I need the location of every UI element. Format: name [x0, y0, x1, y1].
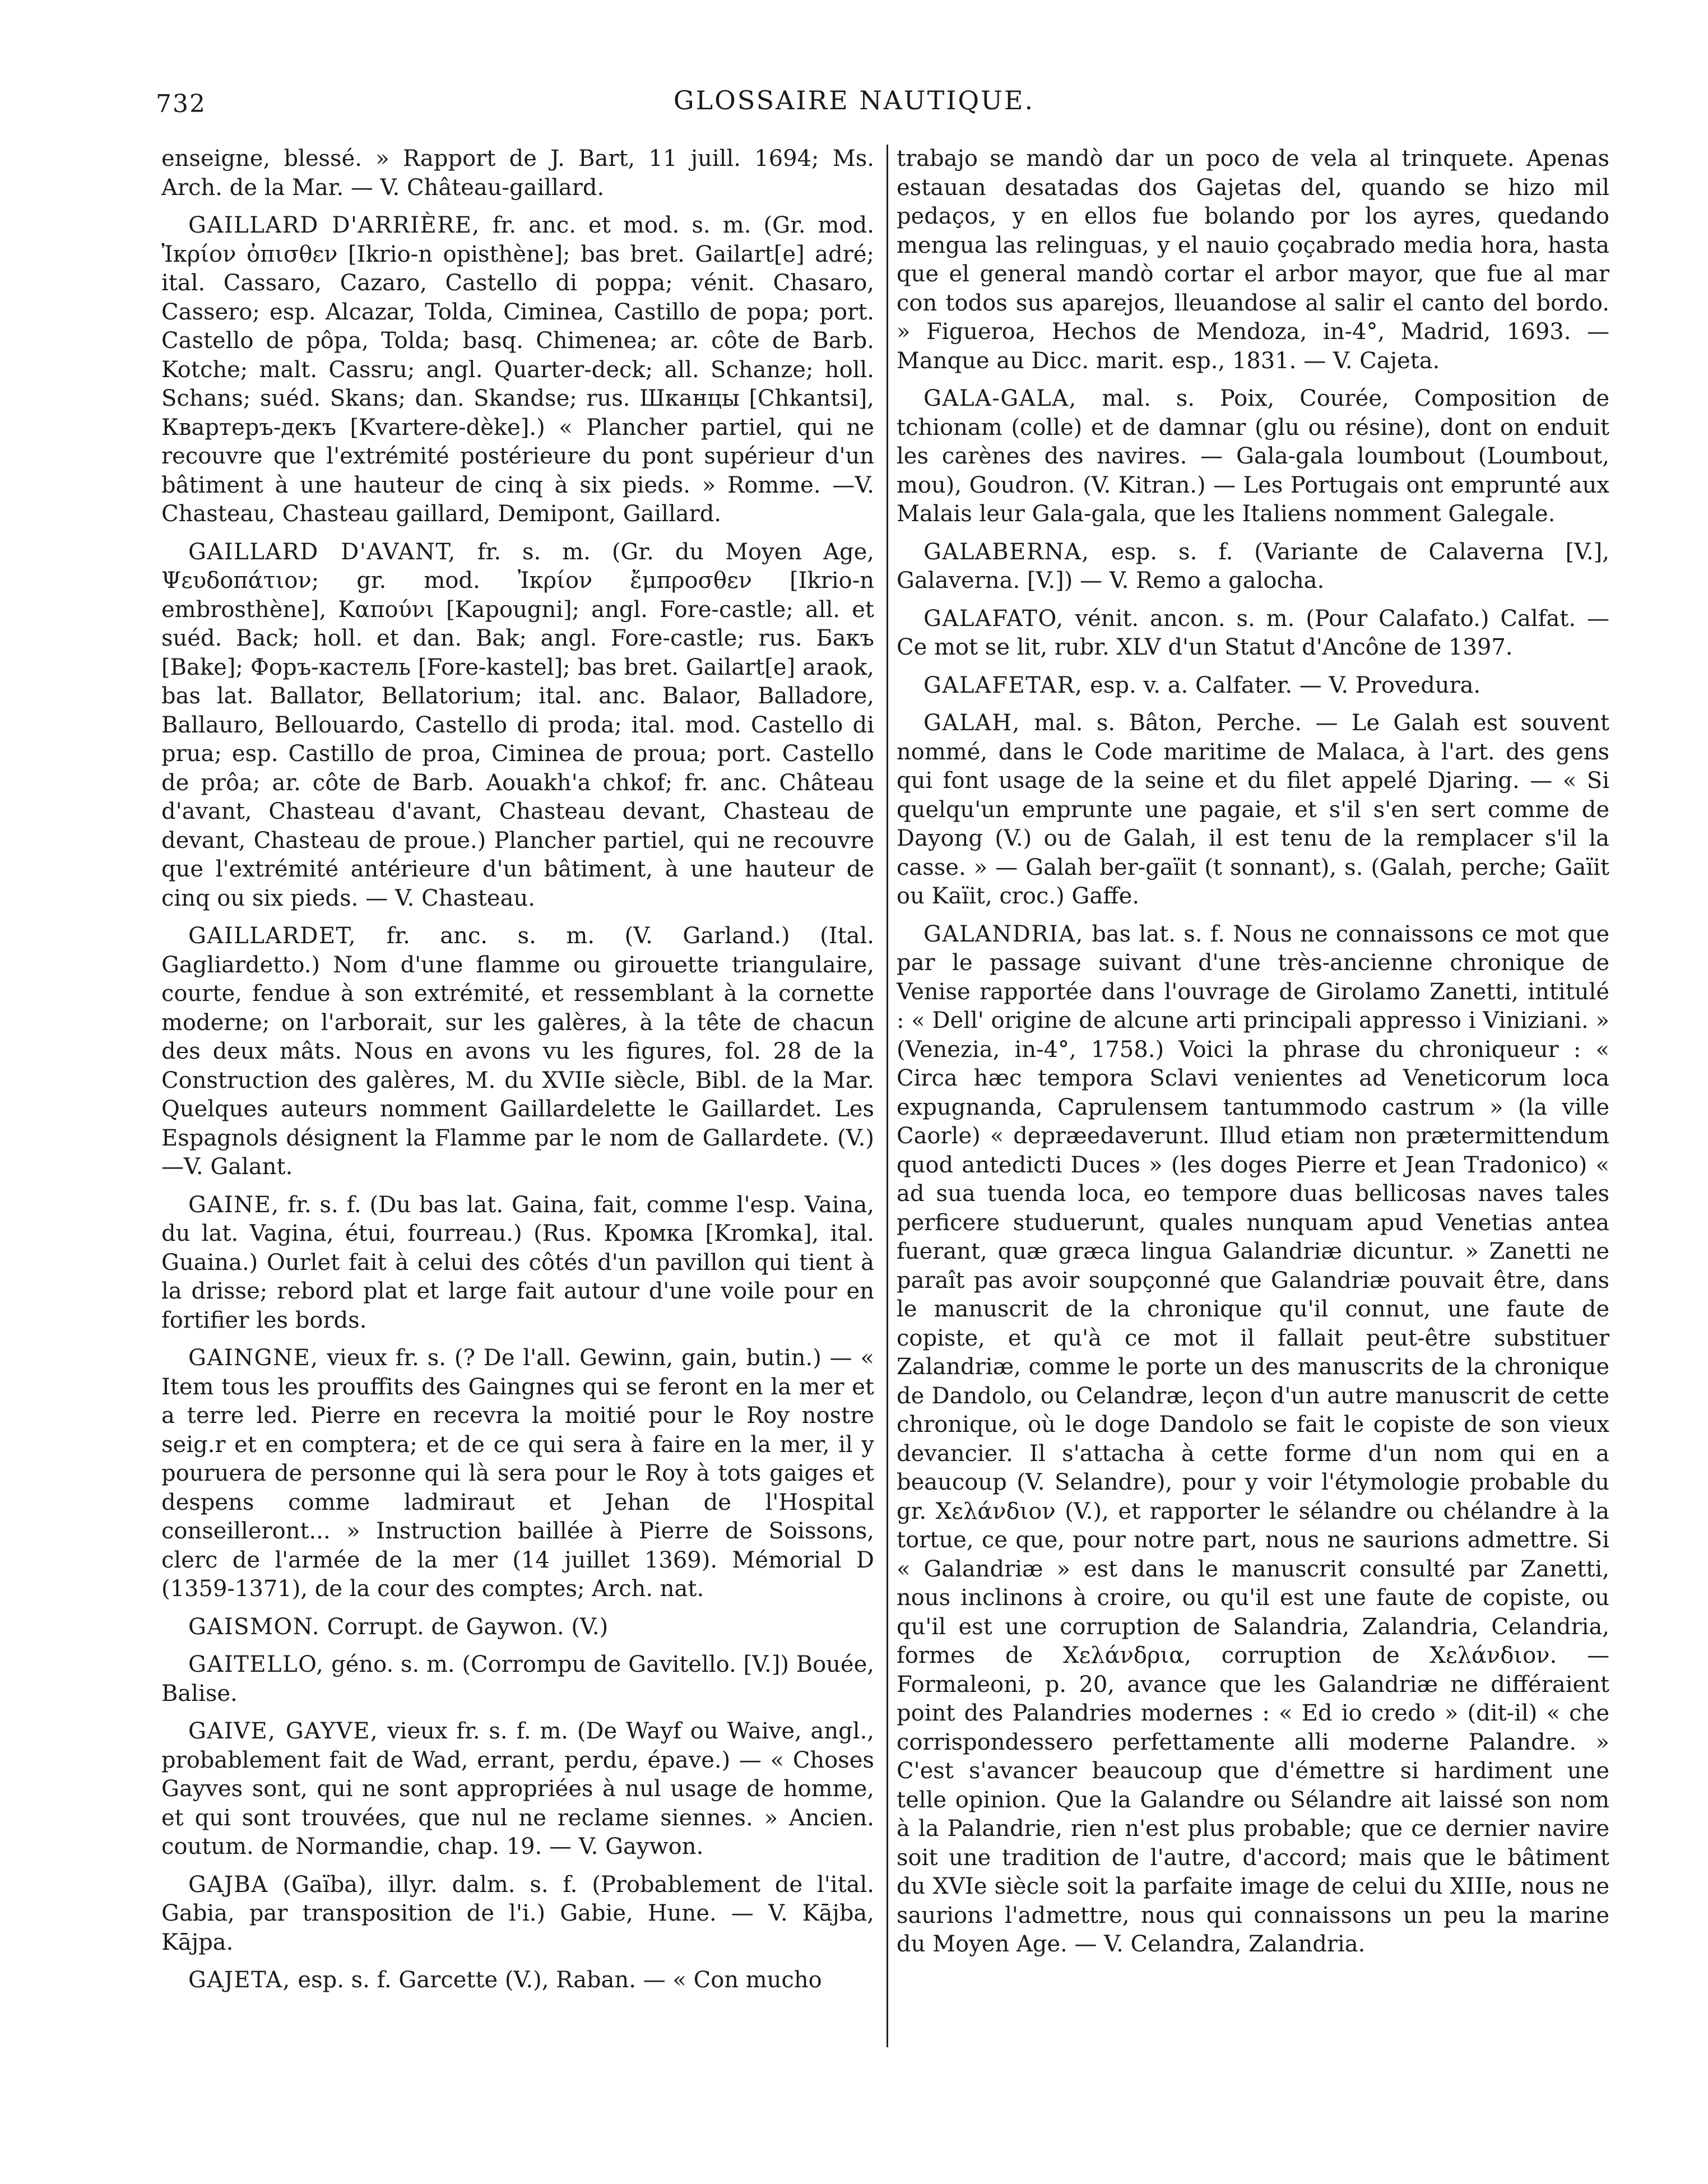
entry-headword: GAINGNE,: [188, 1345, 319, 1371]
entry-headword: GAINE,: [188, 1191, 280, 1218]
entry-headword: GAITELLO,: [188, 1652, 324, 1677]
glossary-entry: [161, 1613, 874, 1642]
glossary-entry: [161, 145, 874, 202]
entry-headword: GAJBA: [188, 1871, 268, 1898]
glossary-entry: [161, 1966, 874, 1995]
entry-headword: GAIVE, GAYVE,: [188, 1718, 379, 1744]
entry-text: trabajo se mandò dar un poco de vela al trinquete. Apenas estauan desatadas dos Gajetas del, quando se hizo mil pedaços, y en ellos fue bolando por los ayres, quedando mengua las relinguas, y el nauio çoçabrado media hora, hasta que el general mandò cortar el arbor mayor, que fue al mar con todos sus aparejos, lleuandose al salir el canto del bordo. » Figueroa, Hechos de Mendoza, in-4°, Madrid, 1693. — Manque au Dicc. marit. esp., 1831. — V. Cajeta.: [897, 146, 1609, 374]
entry-text: fr. anc. s. m. (V. Garland.) (Ital. Gagliardetto.) Nom d'une flamme ou girouette triangulaire, courte, fendue à son extrémité, et ressemblant à la cornette moderne; on l'arborait, sur les galères, à la tête de chacun des deux mâts. Nous en avons vu les figures, fol. 28 de la Construction des galères, M. du XVIIe siècle, Bibl. de la Mar. Quelques auteurs nomment Gaillardelette le Gaillardet. Les Espagnols désignent la Flamme par le nom de Gallardete. (V.) —V. Galant.: [161, 923, 875, 1180]
entry-text: mal. s. Poix, Courée, Composition de tchionam (colle) et de damnar (glu ou résine), dont on enduit les carènes des navires. — Gala-gala loumbout (Loumbout, mou), Goudron. (V. Kitran.) — Les Portugais ont emprunté aux Malais leur Gala-gala, que les Italiens nomment Galegale.: [897, 386, 1609, 527]
glossary-entry: [897, 671, 1609, 701]
glossary-entry: [161, 1191, 874, 1336]
glossary-entry: [897, 538, 1609, 596]
glossary-entry: [897, 605, 1609, 662]
entry-text: esp. s. f. Garcette (V.), Raban. — « Con mucho: [298, 1967, 822, 1993]
entry-headword: GAILLARDET,: [188, 923, 357, 949]
glossary-entry: [161, 1871, 874, 1958]
entry-text: vieux fr. s. f. m. (De Wayf ou Waive, angl., probablement fait de Wad, errant, perdu, épave.) — « Choses Gayves sont, qui ne sont appropriées à nul usage de homme, et qui sont trouvées, que nul ne reclame siennes. » Ancien. coutum. de Normandie, chap. 19. — V. Gaywon.: [161, 1718, 874, 1860]
entry-text: vénit. ancon. s. m. (Pour Calafato.) Calfat. — Ce mot se lit, rubr. XLV d'un Statut d'Ancône de 1397.: [897, 605, 1609, 660]
entry-text: mal. s. Bâton, Perche. — Le Galah est souvent nommé, dans le Code maritime de Malaca, à l'art. des gens qui font usage de la seine et du filet appelé Djaring. — « Si quelqu'un emprunte une pagaie, et s'il s'en sert comme de Dayong (V.) ou de Galah, il est tenu de la remplacer s'il la casse. » — Galah ber-gaïit (t sonnant), s. (Galah, perche; Gaïit ou Kaïit, croc.) Gaffe.: [897, 710, 1609, 909]
glossary-entry: [897, 145, 1609, 375]
entry-text: fr. s. f. (Du bas lat. Gaina, fait, comme l'esp. Vaina, du lat. Vagina, étui, fourreau.) (Rus. Кромка [Kromka], ital. Guaina.) Ourlet fait à celui des côtés d'un pavillon qui tient à la drisse; rebord plat et large fait autour d'une voile pour en fortifier les bords.: [161, 1191, 875, 1333]
glossary-entry: [161, 1717, 874, 1862]
entry-headword: GALANDRIA,: [923, 921, 1084, 947]
entry-headword: GAILLARD D'AVANT,: [188, 539, 456, 565]
entry-text: esp. v. a. Calfater. — V. Provedura.: [1090, 672, 1481, 698]
entry-text: fr. s. m. (Gr. du Moyen Age, Ψευδοπάτιον; gr. mod. Ἰκρίον ἔμπροσθεν [Ikrio-n embrosthène], Καπούνι [Kapougni]; angl. Fore-castle; all. et suéd. Back; holl. et dan. Bak; angl. Fore-castle; rus. Бакъ [Bake]; Форъ-кастель [Fore-kastel]; bas bret. Gailart[e] araok, bas lat. Ballator, Bellatorium; ital. anc. Balaor, Balladore, Ballauro, Bellouardo, Castello di proda; ital. mod. Castello di prua; esp. Castillo de proa, Ciminea de proua; port. Castello de prôa; ar. côte de Barb. Aouakh'a chkof; fr. anc. Château d'avant, Chasteau d'avant, Chasteau devant, Chasteau de devant, Chasteau de proue.) Plancher partiel, qui ne recouvre que l'extrémité antérieure d'un bâtiment, à une hauteur de cinq ou six pieds. — V. Chasteau.: [161, 539, 875, 911]
entry-headword: GAISMON.: [188, 1613, 320, 1640]
glossary-entry: [897, 709, 1609, 911]
glossary-entry: [161, 922, 874, 1182]
entry-headword: GALA-GALA,: [923, 386, 1077, 411]
entry-text: Corrupt. de Gaywon. (V.): [327, 1613, 609, 1640]
entry-headword: GALAH,: [923, 710, 1020, 736]
entry-text: vieux fr. s. (? De l'all. Gewinn, gain, butin.) — « Item tous les prouffits des Gaingnes qui se feront en la mer et a terre led. Pierre en recevra la moitié pour le Roy nostre seig.r et en comptera; et de ce qui sera à faire en la mer, il y pouruera de personne qui là sera pour le Roy à tots gaiges et despens comme ladmiraut et Jehan de l'Hospital conseilleront... » Instruction baillée à Pierre de Soissons, clerc de l'armée de la mer (14 juillet 1369). Mémorial D (1359-1371), de la cour des comptes; Arch. nat.: [161, 1345, 875, 1602]
entry-text: fr. anc. et mod. s. m. (Gr. mod. Ἰκρίον ὀπισθεν [Ikrio-n opisthène]; bas bret. Gailart[e] adré; ital. Cassaro, Cazaro, Castello di poppa; vénit. Chasaro, Cassero; esp. Alcazar, Tolda, Ciminea, Castillo de popa; port. Castello de pôpa, Tolda; basq. Chimenea; ar. côte de Barb. Kotche; malt. Cassru; angl. Quarter-deck; all. Schanze; holl. Schans; suéd. Skans; dan. Skandse; rus. Шканцы [Chkantsi], Квартеръ-декъ [Kvartere-dèke].) « Plancher partiel, qui ne recouvre que l'extrémité postérieure du pont supérieur d'un bâtiment à une hauteur de cinq à six pieds. » Romme. —V. Chasteau, Chasteau gaillard, Demipont, Gaillard.: [161, 212, 874, 527]
entry-headword: GAJETA,: [188, 1967, 291, 1993]
right-column: [897, 145, 1609, 1968]
left-column: [161, 145, 874, 2004]
entry-text: esp. s. f. (Variante de Calaverna [V.], Galaverna. [V.]) — V. Remo a galocha.: [897, 539, 1609, 593]
entry-text: enseigne, blessé. » Rapport de J. Bart, 11 juill. 1694; Ms. Arch. de la Mar. — V. Château-gaillard.: [161, 146, 874, 201]
glossary-entry: [897, 920, 1609, 1959]
glossary-entry: [161, 1650, 874, 1708]
glossary-entry: [161, 211, 874, 529]
entry-headword: GAILLARD D'ARRIÈRE,: [188, 212, 480, 238]
entry-text: (Gaïba), illyr. dalm. s. f. (Probablement de l'ital. Gabia, par transposition de l'i.) Gabie, Hune. — V. Kājba, Kājpa.: [161, 1871, 874, 1955]
entry-text: géno. s. m. (Corrompu de Gavitello. [V.]) Bouée, Balise.: [161, 1652, 874, 1707]
entry-headword: GALAFETAR,: [923, 672, 1083, 698]
glossary-entry: [161, 538, 874, 914]
entry-headword: GALABERNA,: [923, 539, 1090, 565]
column-divider: [887, 145, 888, 2047]
page-number: 732: [156, 90, 206, 118]
glossary-entry: [897, 384, 1609, 529]
entry-headword: GALAFATO,: [923, 605, 1064, 632]
entry-text: bas lat. s. f. Nous ne connaissons ce mot que par le passage suivant d'une très-ancienne chronique de Venise rapportée dans l'ouvrage de Girolamo Zanetti, intitulé : « Dell' origine de alcune arti principali appresso i Viniziani. » (Venezia, in-4°, 1758.) Voici la phrase du chroniqueur : « Circa hæc tempora Sclavi venientes ad Veneticorum loca expugnanda, Caprulensem tantummodo castrum » (la ville Caorle) « depræedaverunt. Illud etiam non prætermittendum quod antedicti Duces » (les doges Pierre et Jean Tradonico) « ad sua tuenda loca, eo tempore duas bellicosas naves tales perficere studuerunt, quales nunquam apud Venetias antea fuerant, quæ græca lingua Galandriæ dicuntur. » Zanetti ne paraît pas avoir soupçonné que Galandriæ pouvait être, dans le manuscrit de la chronique qu'il connut, une faute de copiste, et qu'à ce mot il fallait peut-être substituer Zalandriæ, comme le porte un des manuscrits de la chronique de Dandolo, ou Celandræ, leçon d'un autre manuscrit de cette chronique, où le doge Dandolo se fait le copiste de son vieux devancier. Il s'attacha à cette forme d'un nom qui en a beaucoup (V. Selandre), pour y voir l'étymologie probable du gr. Χελάνδιον (V.), et rapporter le sélandre ou chélandre à la tortue, ce que, pour notre part, nous ne saurions admettre. Si « Galandriæ » est dans le manuscrit consulté par Zanetti, nous inclinons à croire, ou qu'il est une faute de copiste, ou qu'il est une corruption de Salandria, Zalandria, Celandria, formes de Χελάνδρια, corruption de Χελάνδιον. — Formaleoni, p. 20, avance que les Galandriæ ne différaient point des Palandries modernes : « Ed io credo » (dit-il) « che corrispondessero perfettamente alli moderne Palandre. » C'est s'avancer beaucoup que d'émettre si hardiment une telle opinion. Que la Galandre ou Sélandre ait laissé son nom à la Palandrie, rien n'est plus probable; que ce dernier navire soit une tradition de l'autre, d'accord; mais que le bâtiment du XVIe siècle soit la parfaite image de celui du XIIIe, nous ne saurions l'admettre, nous qui connaissons un peu la marine du Moyen Age. — V. Celandra, Zalandria.: [897, 921, 1609, 1957]
glossary-entry: [161, 1344, 874, 1604]
running-title: GLOSSAIRE NAUTIQUE.: [673, 85, 1035, 115]
